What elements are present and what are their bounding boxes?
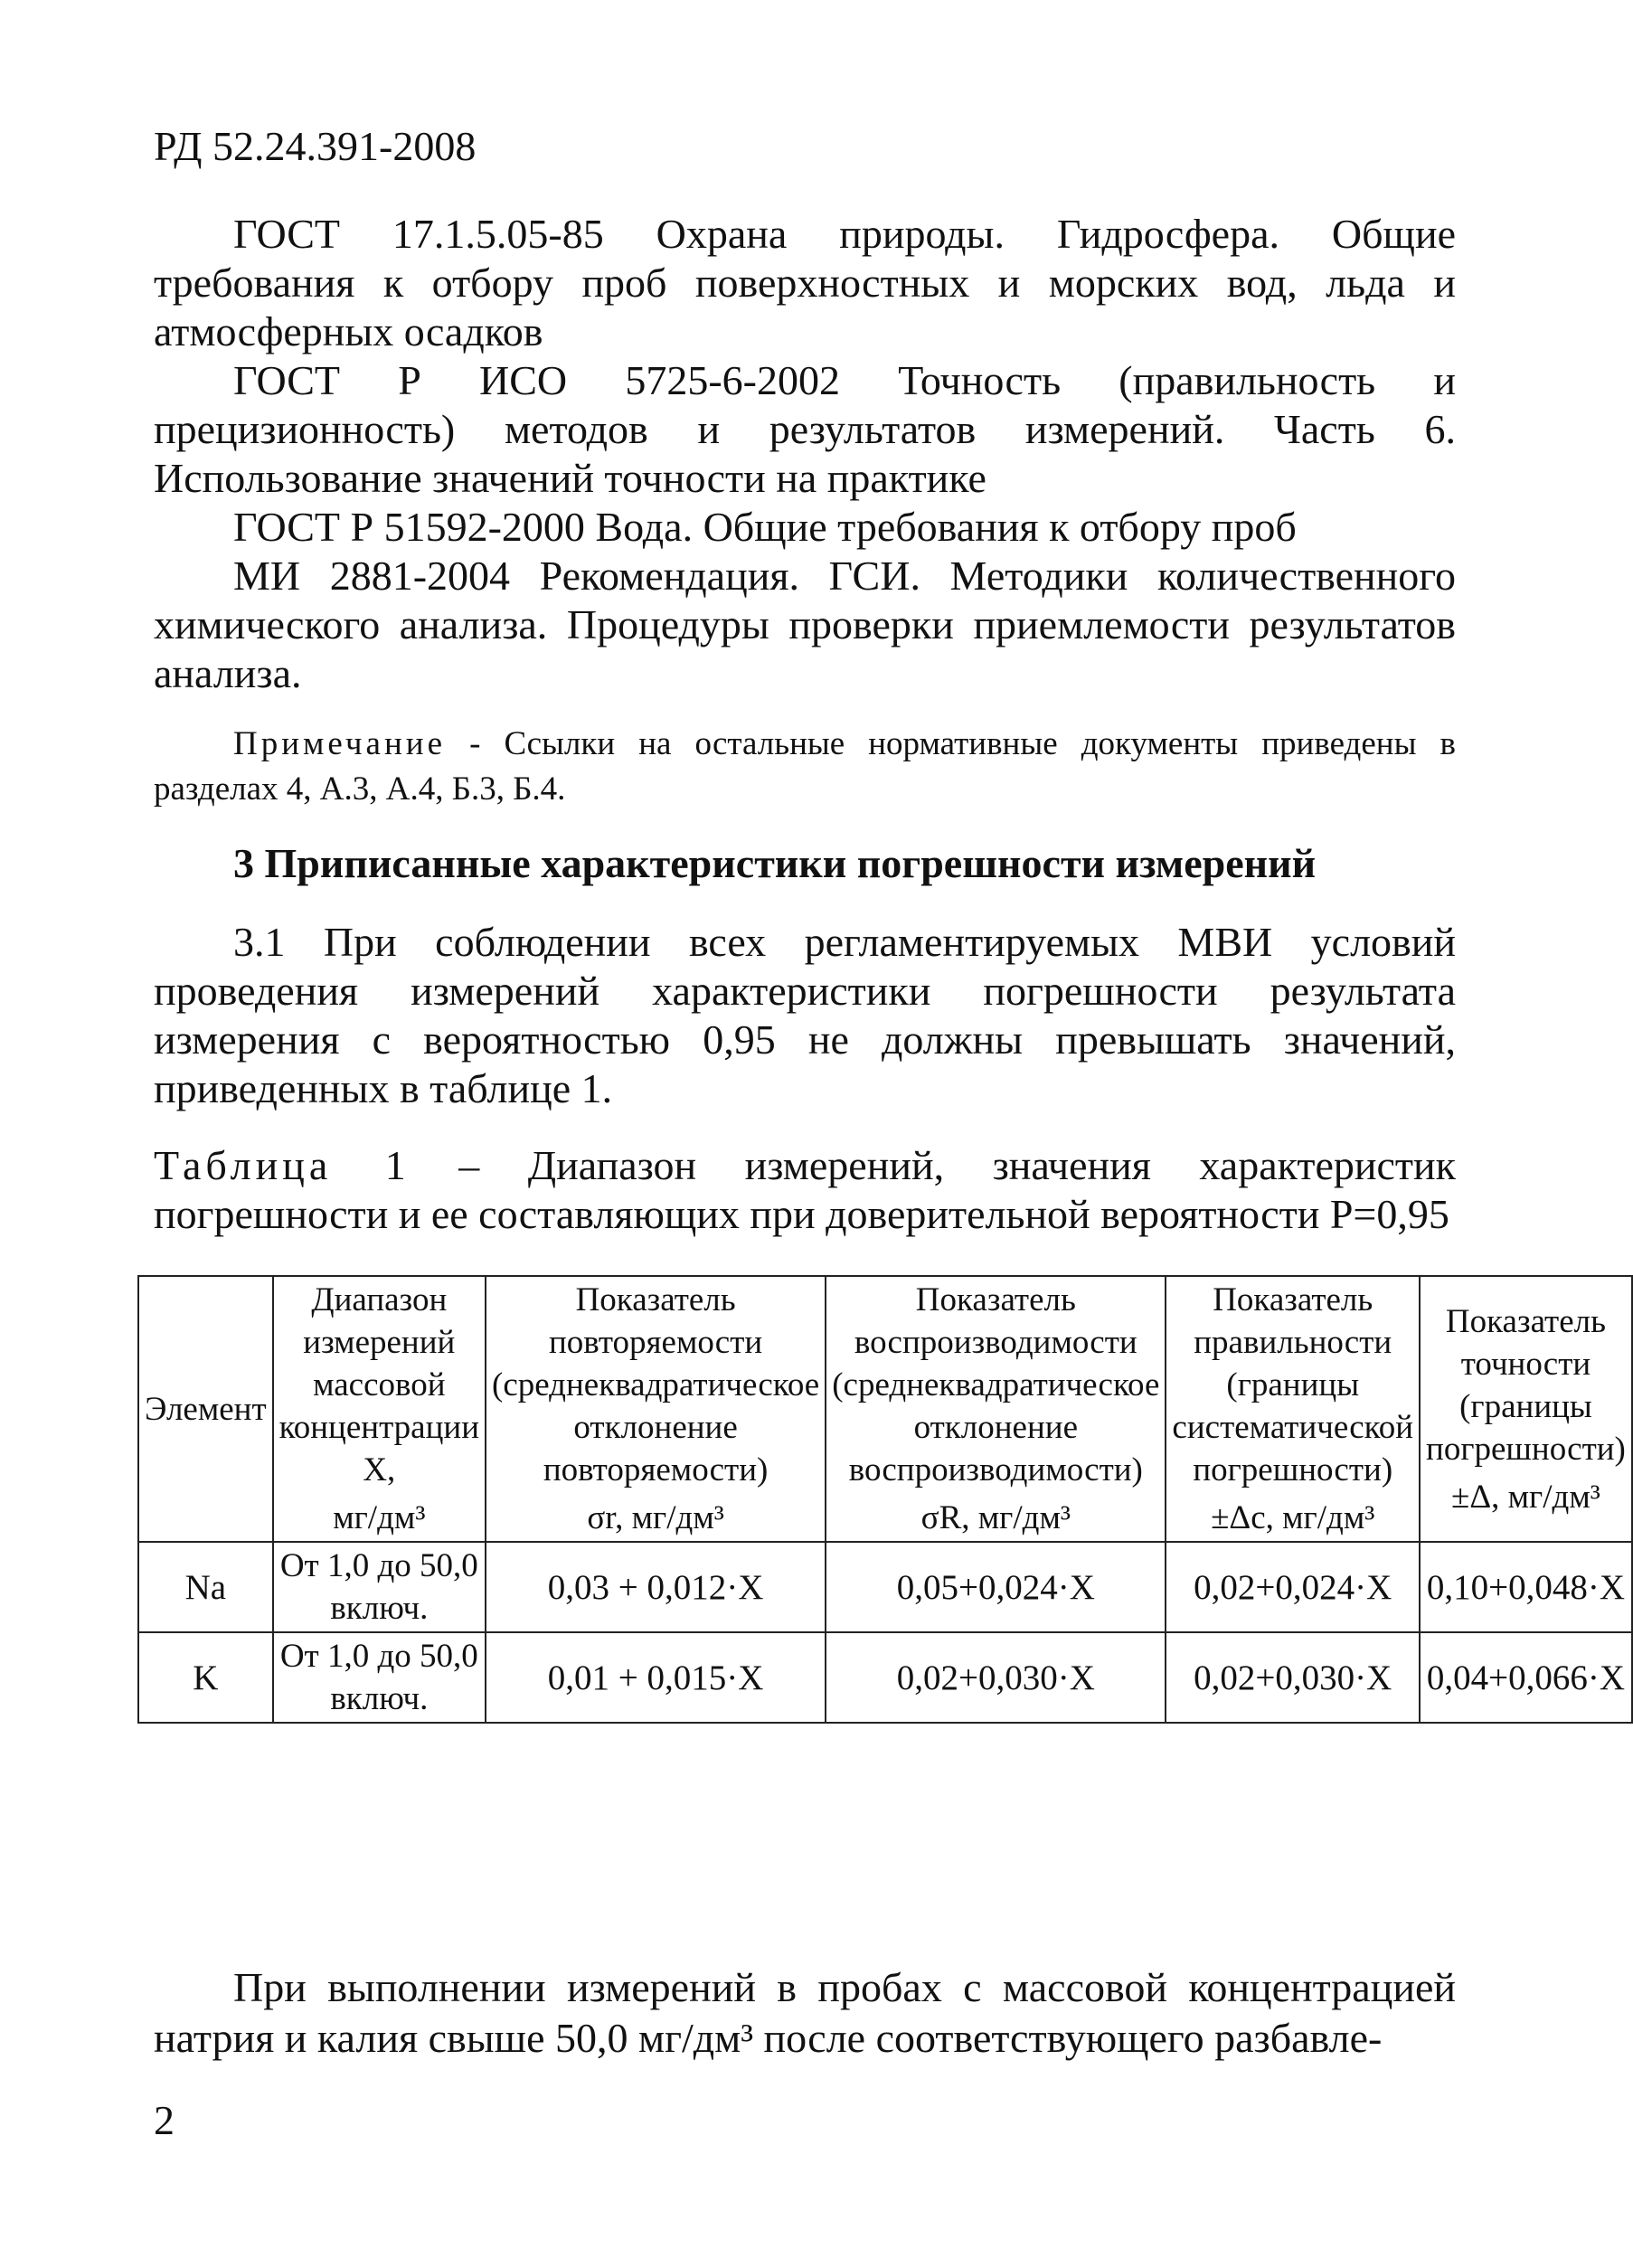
header-reproducibility-unit: σR, мг/дм³	[920, 1499, 1071, 1536]
table-caption-text: – Диапазон измерений, значения характеристик погрешности и ее составляющих при доверительной вероятности Р=0,95	[154, 1142, 1456, 1237]
cell-reproducibility: 0,05+0,024·X	[826, 1542, 1166, 1632]
footer-paragraph: При выполнении измерений в пробах с массовой концентрацией натрия и калия свыше 50,0 мг/дм³ после соответствующего разбавле-	[154, 1964, 1456, 2061]
reference-item: ГОСТ 17.1.5.05-85 Охрана природы. Гидросфера. Общие требования к отбору проб поверхностных и морских вод, льда и атмосферных осадков	[154, 211, 1456, 354]
section-paragraph: 3.1 При соблюдении всех регламентируемых МВИ условий проведения измерений характеристики погрешности результата измерения с вероятностью 0,95 не должны превышать значений, приведенных в таблице 1.	[154, 919, 1456, 1111]
header-repeatability: Показатель повторяемости (среднеквадратическое отклонение повторяемости) σr, мг/дм³	[486, 1276, 826, 1542]
table-caption	[154, 1141, 1456, 1239]
note-label: Примечание	[233, 725, 446, 762]
note-text: - Ссылки на остальные нормативные документы приведены в разделах 4, А.3, А.4, Б.3, Б.4.	[154, 725, 1456, 808]
references-list	[154, 210, 1456, 698]
cell-accuracy: 0,04+0,066·X	[1420, 1632, 1632, 1723]
header-reproducibility: Показатель воспроизводимости (среднеквадратическое отклонение воспроизводимости) σR, мг/дм³	[826, 1276, 1166, 1542]
header-range: Диапазон измерений массовой концентрации X, мг/дм³	[273, 1276, 486, 1542]
note	[154, 722, 1456, 812]
reference-item: ГОСТ Р 51592-2000 Вода. Общие требования к отбору проб	[233, 504, 1297, 550]
header-accuracy: Показатель точности (границы погрешности) ±Δ, мг/дм³	[1420, 1276, 1632, 1542]
header-accuracy-unit: ±Δ, мг/дм³	[1451, 1478, 1600, 1516]
header-repeatability-unit: σr, мг/дм³	[587, 1499, 724, 1536]
table-row	[138, 1542, 1632, 1632]
cell-element: K	[138, 1632, 273, 1723]
header-range-unit: мг/дм³	[333, 1499, 426, 1536]
reference-item: МИ 2881-2004 Рекомендация. ГСИ. Методики количественного химического анализа. Процедуры проверки приемлемости результатов анализа.	[154, 553, 1456, 696]
cell-correctness: 0,02+0,030·X	[1166, 1632, 1420, 1723]
section-heading: 3 Приписанные характеристики погрешности измерений	[233, 840, 1317, 886]
cell-range: От 1,0 до 50,0 включ.	[273, 1542, 486, 1632]
table-caption-label: Таблица 1	[154, 1142, 411, 1188]
cell-correctness: 0,02+0,024·X	[1166, 1542, 1420, 1632]
table-row	[138, 1632, 1632, 1723]
header-correctness: Показатель правильности (границы систематической погрешности) ±Δc, мг/дм³	[1166, 1276, 1420, 1542]
footer-paragraph-block	[154, 1962, 1456, 2064]
document-id: РД 52.24.391-2008	[154, 123, 477, 169]
cell-repeatability: 0,03 + 0,012·X	[486, 1542, 826, 1632]
cell-accuracy: 0,10+0,048·X	[1420, 1542, 1632, 1632]
cell-range: От 1,0 до 50,0 включ.	[273, 1632, 486, 1723]
header-correctness-unit: ±Δc, мг/дм³	[1211, 1499, 1375, 1536]
header-element: Элемент	[138, 1276, 273, 1542]
cell-repeatability: 0,01 + 0,015·X	[486, 1632, 826, 1723]
cell-element: Na	[138, 1542, 273, 1632]
page-number: 2	[154, 2097, 175, 2143]
measurement-table	[137, 1275, 1633, 1724]
reference-item: ГОСТ Р ИСО 5725-6-2002 Точность (правильность и прецизионность) методов и результатов измерений. Часть 6. Использование значений точности на практике	[154, 357, 1456, 501]
table-header-row	[138, 1276, 1632, 1542]
section-paragraph-block	[154, 918, 1456, 1113]
cell-reproducibility: 0,02+0,030·X	[826, 1632, 1166, 1723]
